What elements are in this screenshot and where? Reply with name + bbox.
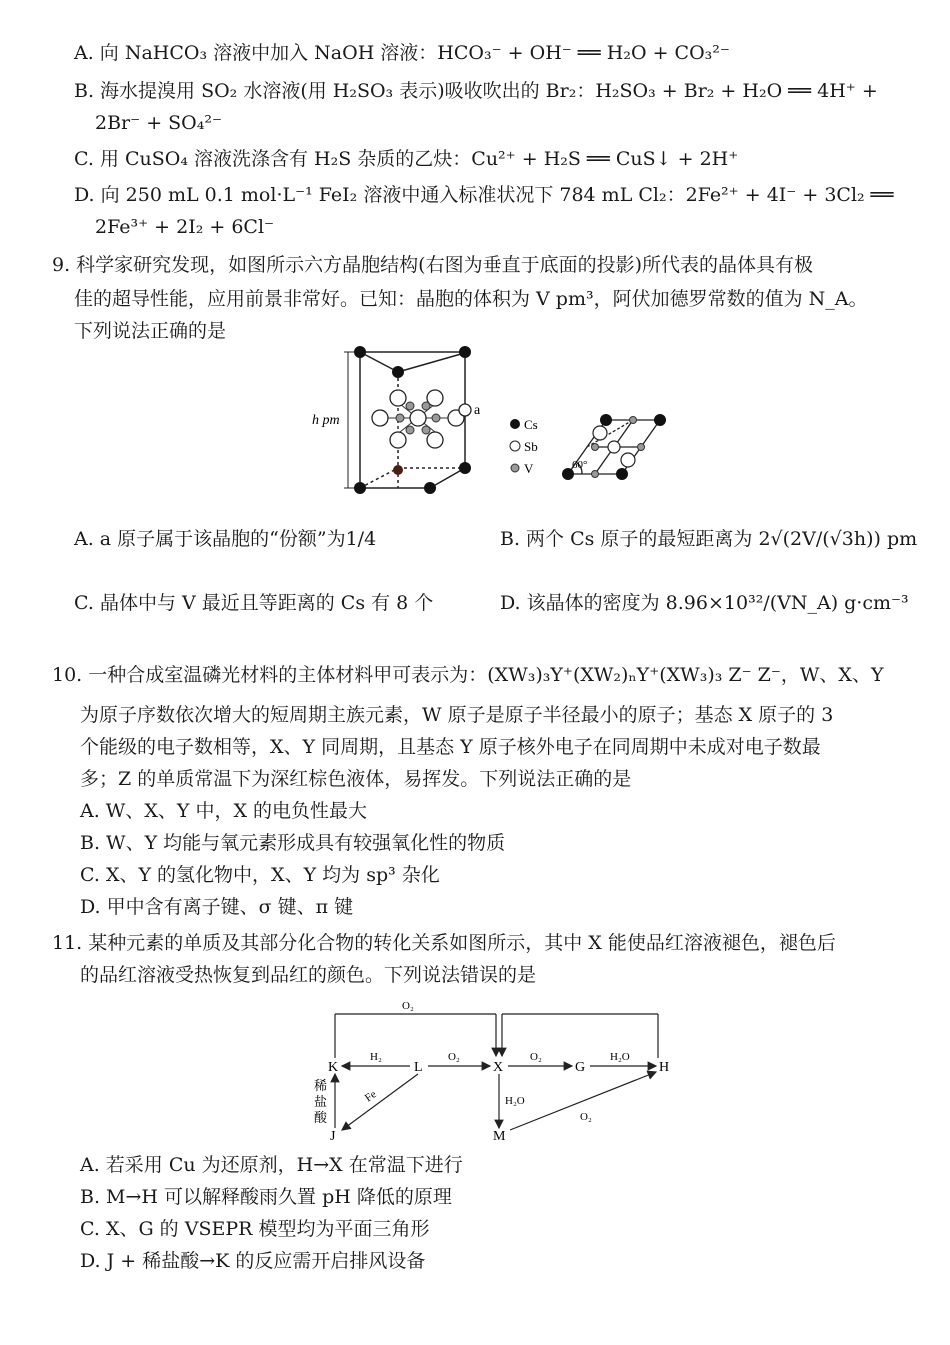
q11-option-b: B. M→H 可以解释酸雨久置 pH 降低的原理 [80,1186,452,1208]
q8-option-d-line2: 2Fe³⁺ + 2I₂ + 6Cl⁻ [95,216,275,238]
q10-option-d: D. 甲中含有离子键、σ 键、π 键 [80,896,354,918]
node-g: G [575,1060,586,1075]
sb-projection [593,426,607,440]
cs-atom [393,465,403,475]
q11-option-c: C. X、G 的 VSEPR 模型均为平面三角形 [80,1218,430,1240]
q11-transformation-diagram [310,990,680,1145]
label-dilute-hcl: 稀 [314,1078,328,1093]
q10-option-b: B. W、Y 均能与氧元素形成具有较强氧化性的物质 [80,832,506,854]
legend-v-marker [511,464,519,472]
label-o2-mh: O₂ [580,1111,592,1123]
q10-option-c: C. X、Y 的氢化物中，X、Y 均为 sp³ 杂化 [80,864,440,886]
sb-atom [427,432,443,448]
q8-option-b-line1: B. 海水提溴用 SO₂ 水溶液(用 H₂SO₃ 表示)吸收吹出的 Br₂：H₂SO₃ + Br₂ + H₂O ══ 4H⁺ + [74,80,878,102]
label-o2-top: O₂ [402,1000,414,1012]
atom-a-label: a [474,403,481,418]
q8-option-b-line2: 2Br⁻ + SO₄²⁻ [95,112,223,134]
v-atom [422,426,430,434]
legend-sb: Sb [524,439,538,454]
q9-stem-line2: 佳的超导性能，应用前景非常好。已知：晶胞的体积为 V pm³，阿伏加德罗常数的值为 N_A。 [74,288,868,310]
h-dimension-label: h pm [312,413,340,428]
cs-atom [392,366,404,378]
q9-option-a: A. a 原子属于该晶胞的“份额”为1/4 [74,528,377,550]
node-h: H [659,1060,670,1075]
cs-projection [600,414,612,426]
node-m: M [493,1129,506,1144]
v-projection [592,471,599,478]
cs-atom [354,482,366,494]
node-j: J [330,1129,336,1144]
label-h2o-gh: H₂O [610,1051,630,1063]
v-projection [630,417,637,424]
label-h2: H₂ [370,1051,382,1063]
q11-stem-line2: 的品红溶液受热恢复到品红的颜色。下列说法错误的是 [80,964,537,986]
sb-projection [608,441,620,453]
q10-stem-line2: 为原子序数依次增大的短周期主族元素，W 原子是原子半径最小的原子；基态 X 原子的 3 [80,704,834,726]
label-dilute-hcl: 酸 [314,1110,328,1125]
label-dilute-hcl: 盐 [314,1094,328,1109]
cs-projection [654,414,666,426]
sb-atom [410,410,426,426]
label-fe: Fe [362,1088,379,1105]
q9-crystal-figure [310,340,680,505]
v-projection [638,444,645,451]
q9-stem-line1: 9. 科学家研究发现，如图所示六方晶胞结构(右图为垂直于底面的投影)所代表的晶体具有极 [52,254,813,276]
q10-option-a: A. W、X、Y 中，X 的电负性最大 [80,800,368,822]
label-o2-lx: O₂ [448,1051,460,1063]
sb-projection [621,453,635,467]
q8-option-a: A. 向 NaHCO₃ 溶液中加入 NaOH 溶液：HCO₃⁻ + OH⁻ ══ H₂O + CO₃²⁻ [74,42,730,64]
q10-stem-line4: 多；Z 的单质常温下为深红棕色液体，易挥发。下列说法正确的是 [80,768,632,790]
node-k: K [328,1060,339,1075]
cs-atom [459,346,471,358]
q11-option-d: D. J + 稀盐酸→K 的反应需开启排风设备 [80,1250,426,1272]
v-atom [396,414,404,422]
v-atom [432,414,440,422]
q10-stem-line3: 个能级的电子数相等，X、Y 同周期，且基态 Y 原子核外电子在同周期中未成对电子数最 [80,736,821,758]
v-atom [422,402,430,410]
label-o2-xg: O₂ [530,1051,542,1063]
q9-option-c: C. 晶体中与 V 最近且等距离的 Cs 有 8 个 [74,592,434,614]
legend-sb-marker [510,441,520,451]
v-projection [592,444,599,451]
sb-atom [390,390,406,406]
q8-option-c: C. 用 CuSO₄ 溶液洗涤含有 H₂S 杂质的乙炔：Cu²⁺ + H₂S ══ CuS↓ + 2H⁺ [74,148,739,170]
cs-atom [354,346,366,358]
q9-option-d: D. 该晶体的密度为 8.96×10³²/(VN_A) g·cm⁻³ [500,592,909,614]
q11-stem-line1: 11. 某种元素的单质及其部分化合物的转化关系如图所示，其中 X 能使品红溶液褪色，褪色后 [52,932,836,954]
q10-stem-line1: 10. 一种合成室温磷光材料的主体材料甲可表示为：(XW₃)₃Y⁺(XW₂)ₙY⁺(XW₃)₃ Z⁻ Z⁻，W、X、Y [52,664,884,686]
q8-option-d-line1: D. 向 250 mL 0.1 mol·L⁻¹ FeI₂ 溶液中通入标准状况下 784 mL Cl₂：2Fe²⁺ + 4I⁻ + 3Cl₂ ══ [74,184,894,206]
sb-atom [372,410,388,426]
cs-projection [616,468,628,480]
node-l: L [414,1060,423,1075]
cs-atom [459,462,471,474]
angle-label: 60° [572,459,588,471]
legend-v: V [524,461,534,476]
atom-a [459,404,471,416]
q11-option-a: A. 若采用 Cu 为还原剂，H→X 在常温下进行 [80,1154,463,1176]
cs-atom [424,482,436,494]
legend-cs: Cs [524,417,538,432]
node-x: X [493,1060,504,1075]
v-atom [406,402,414,410]
legend-cs-marker [510,419,520,429]
sb-atom [390,432,406,448]
q9-option-b: B. 两个 Cs 原子的最短距离为 2√(2V/(√3h)) pm [500,528,918,550]
v-atom [406,426,414,434]
label-h2o-xm: H₂O [505,1095,525,1107]
q9-stem-line3: 下列说法正确的是 [74,320,227,342]
